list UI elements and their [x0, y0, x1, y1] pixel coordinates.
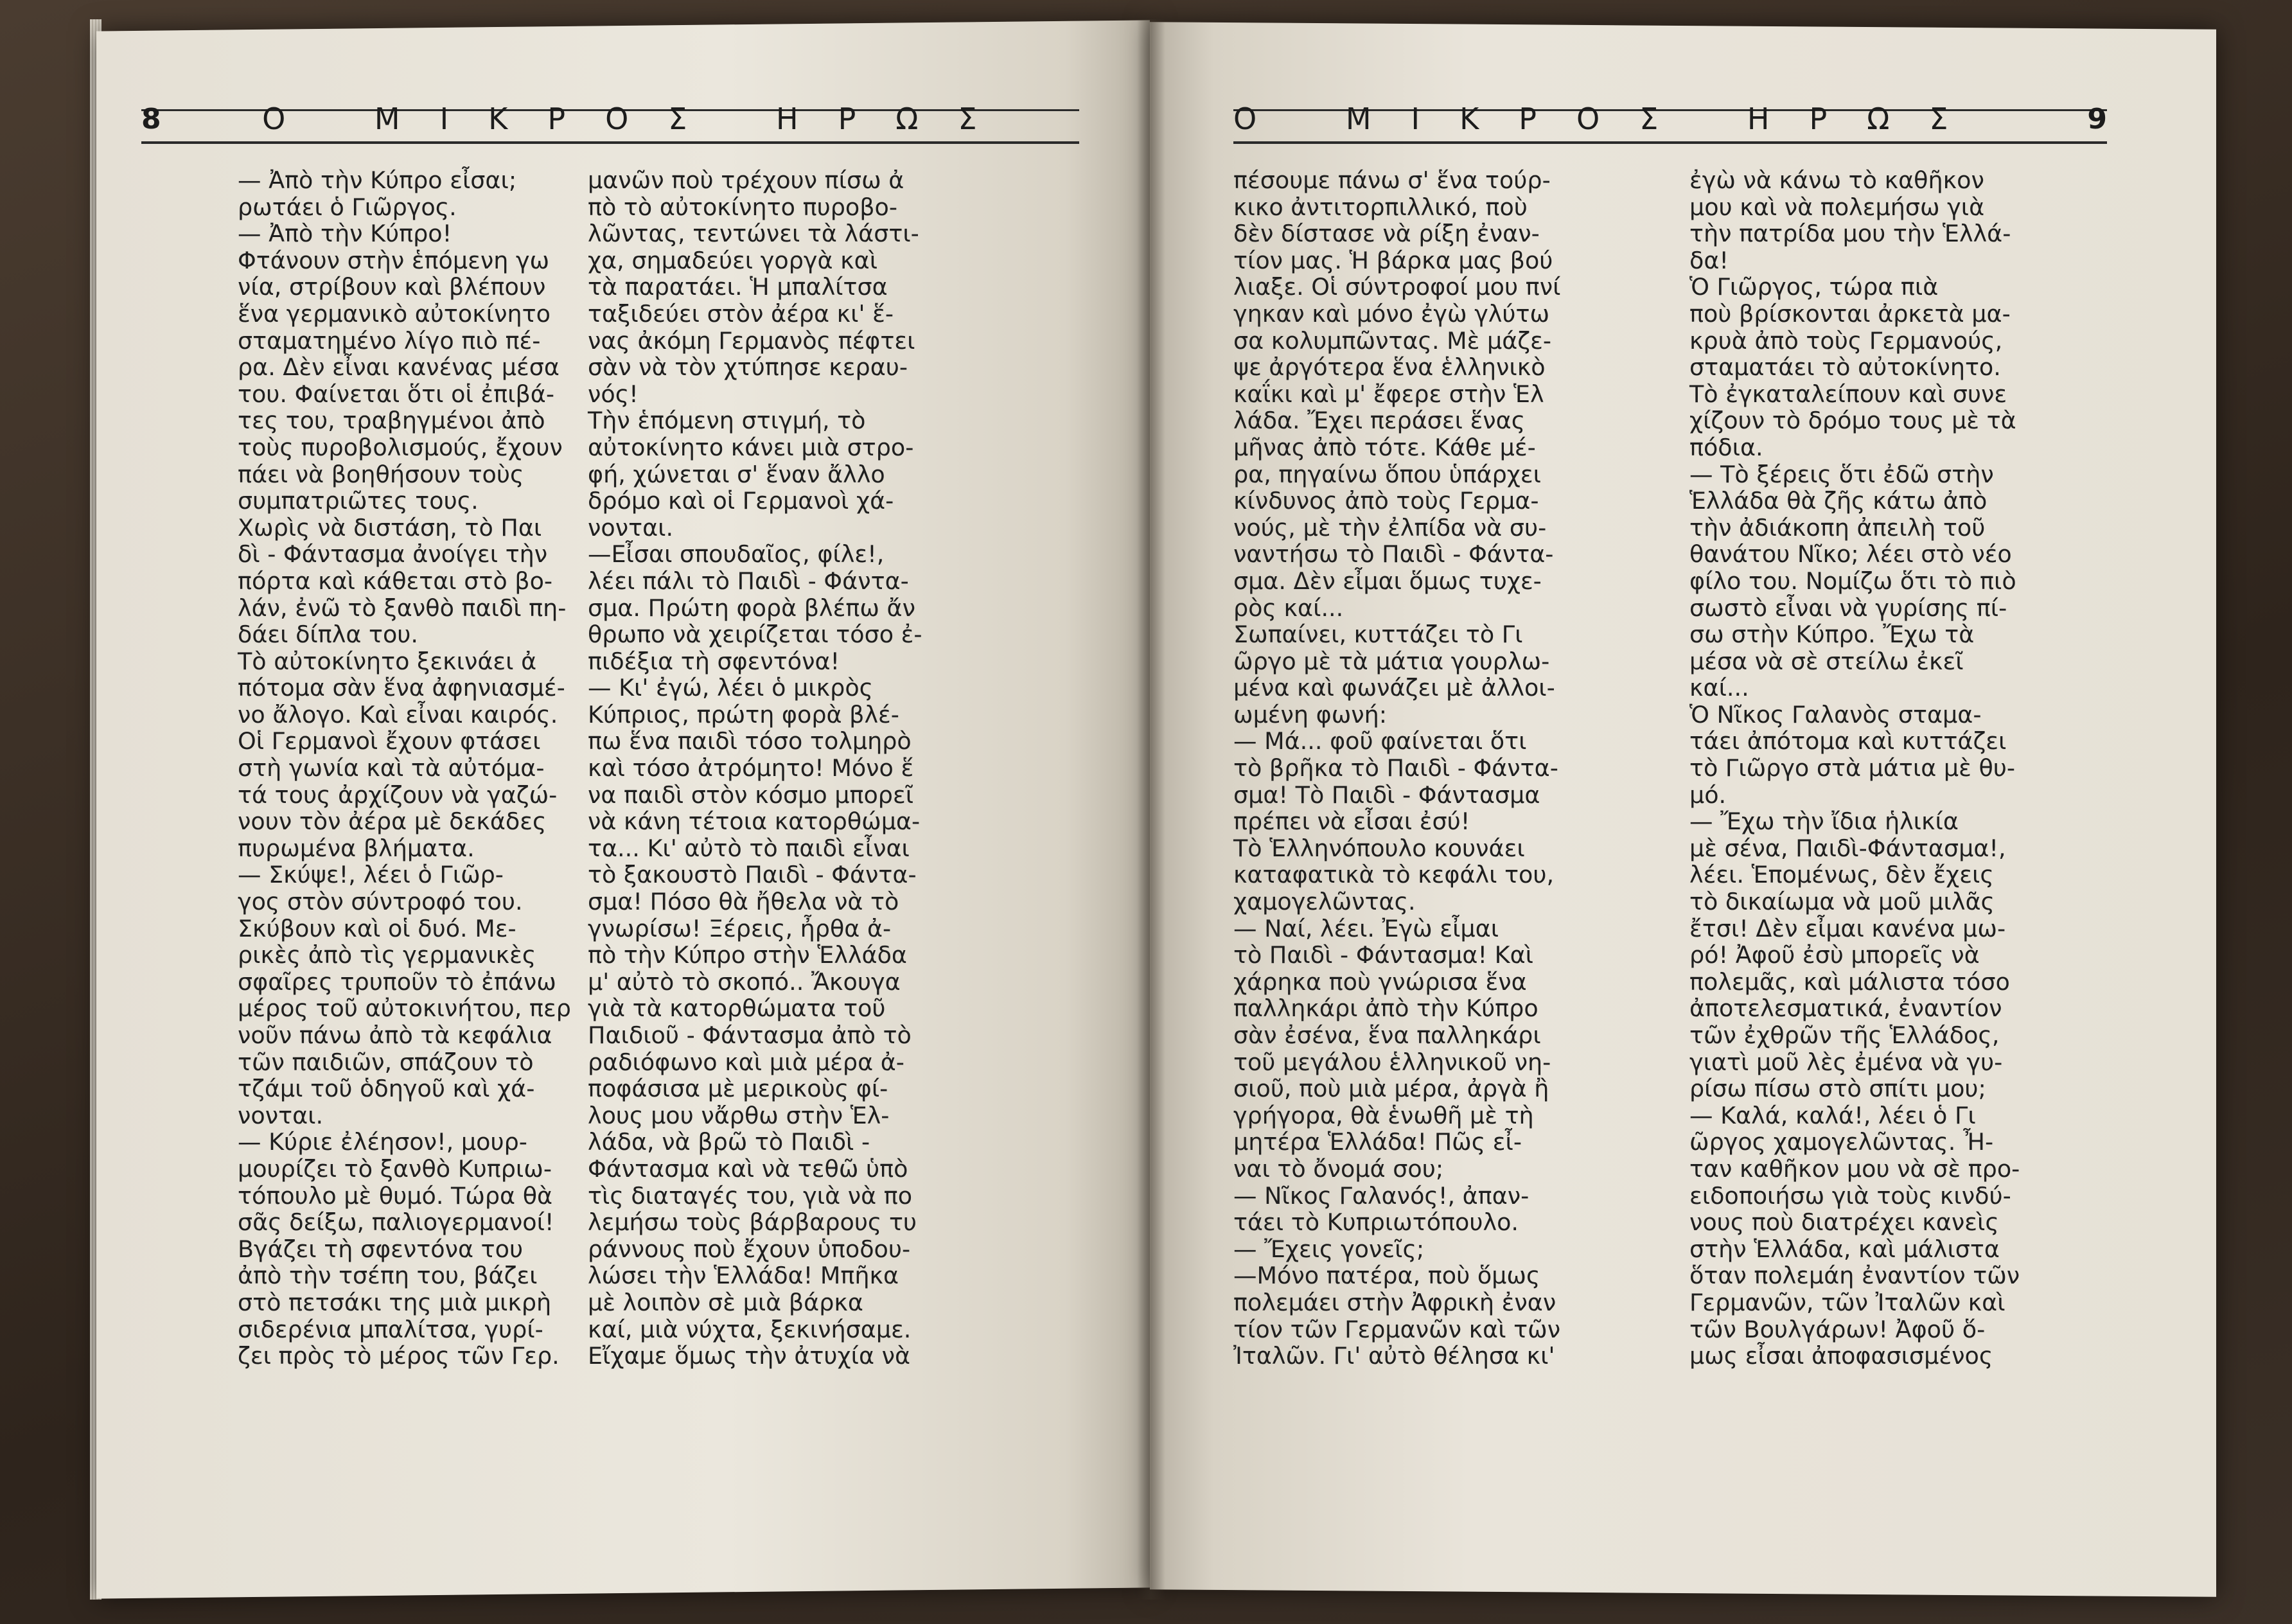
text-line: ἐγὼ νὰ κάνω τὸ καθῆκον [1689, 166, 1984, 194]
text-line: — Μά... φοῦ φαίνεται ὅτι [1233, 727, 1527, 755]
text-line: —Μόνο πατέρα, ποὺ ὅμως [1233, 1262, 1540, 1290]
text-line: τὸ δικαίωμα νὰ μοῦ μιλᾶς [1689, 888, 1995, 916]
text-line: νουν τὸν ἀέρα μὲ δεκάδες [238, 808, 547, 836]
text-line: γιὰ τὰ κατορθώματα τοῦ [588, 994, 886, 1023]
text-line: καΐκι καὶ μ' ἔφερε στὴν Ἑλ [1233, 380, 1544, 408]
right-page-number: 9 [2087, 102, 2107, 136]
text-line: πέσουμε πάνω σ' ἕνα τούρ- [1233, 166, 1551, 194]
text-line: Σωπαίνει, κυττάζει τὸ Γι [1233, 621, 1523, 649]
text-line: ποὺ βρίσκονται ἀρκετὰ μα- [1689, 299, 2011, 328]
text-line: τίον μας. Ἡ βάρκα μας βού [1233, 246, 1553, 274]
text-line: σωστὸ εἶναι νὰ γυρίσης πί- [1689, 594, 2007, 622]
text-line: μένα καὶ φωνάζει μὲ ἀλλοι- [1233, 674, 1555, 702]
text-line: τάει τὸ Κυπριωτόπουλο. [1233, 1208, 1519, 1237]
text-line: γρήγορα, θὰ ἑνωθῆ μὲ τὴ [1233, 1101, 1534, 1129]
text-line: — Ἀπὸ τὴν Κύπρο εἶσαι; [238, 166, 517, 194]
text-line: πότομα σὰν ἕνα ἀφηνιασμέ- [238, 674, 565, 702]
text-line: γνωρίσω! Ξέρεις, ἦρθα ἀ- [588, 914, 892, 942]
text-line: ἔτσι! Δὲν εἶμαι κανένα μω- [1689, 914, 2006, 942]
text-line: ἕνα γερμανικὸ αὐτοκίνητο [238, 299, 551, 328]
text-line: νας ἀκόμη Γερμανὸς πέφτει [588, 326, 915, 355]
text-line: τῶν παιδιῶν, σπάζουν τὸ [238, 1048, 534, 1076]
text-line: νούς, μὲ τὴν ἐλπίδα νὰ συ- [1233, 513, 1547, 542]
text-line: νονται. [588, 513, 674, 542]
text-line: κρυὰ ἀπὸ τοὺς Γερμανούς, [1689, 326, 2003, 355]
text-line: Τὸ ἐγκαταλείπουν καὶ συνε [1689, 380, 2007, 408]
text-line: Χωρὶς νὰ διστάση, τὸ Παι [238, 513, 542, 542]
text-line: Ἑλλάδα θὰ ζῆς κάτω ἀπὸ [1689, 487, 1988, 515]
text-line: Ὁ Νῖκος Γαλανὸς σταμα- [1689, 700, 1982, 728]
right-page-column-2 [1689, 167, 2020, 1370]
left-page-column-2 [588, 167, 922, 1370]
text-line: καὶ τόσο ἀτρόμητο! Μόνο ἕ [588, 754, 914, 782]
text-line: Τὸ Ἑλληνόπουλο κουνάει [1233, 834, 1525, 862]
text-line: θανάτου Νῖκο; λέει στὸ νέο [1689, 540, 2012, 569]
text-line: τὸ Γιῶργο στὰ μάτια μὲ θυ- [1689, 754, 2016, 782]
text-line: μὲ λοιπὸν σὲ μιὰ βάρκα [588, 1288, 863, 1316]
text-line: λους μου νἄρθω στὴν Ἑλ- [588, 1101, 890, 1129]
text-line: ἀποτελεσματικά, ἐναντίον [1689, 994, 2002, 1023]
text-line: τὸ ξακουστὸ Παιδὶ - Φάντα- [588, 861, 917, 889]
text-line: πὸ τὸ αὐτοκίνητο πυροβο- [588, 193, 897, 221]
text-line: Ὁ Γιῶργος, τώρα πιὰ [1689, 273, 1939, 301]
text-line: — Ἔχεις γονεῖς; [1233, 1235, 1425, 1263]
text-line: τὴν πατρίδα μου τὴν Ἑλλά- [1689, 220, 2011, 248]
text-line: —Εἶσαι σπουδαῖος, φίλε!, [588, 540, 885, 569]
text-line: μέσα νὰ σὲ στείλω ἐκεῖ [1689, 647, 1964, 675]
text-line: ναι τὸ ὄνομά σου; [1233, 1154, 1444, 1183]
text-line: λάν, ἐνῶ τὸ ξανθὸ παιδὶ πη- [238, 594, 567, 622]
text-line: σταματημένο λίγο πιὸ πέ- [238, 326, 541, 355]
text-line: Φτάνουν στὴν ἑπόμενη γω [238, 246, 550, 274]
text-line: δὶ - Φάντασμα ἀνοίγει τὴν [238, 540, 548, 569]
text-line: τῶν ἐχθρῶν τῆς Ἑλλάδος, [1689, 1021, 2000, 1049]
book-gutter [1137, 19, 1165, 1600]
text-line: μανῶν ποὺ τρέχουν πίσω ἀ [588, 166, 904, 194]
text-line: μέρος τοῦ αὐτοκινήτου, περ [238, 994, 571, 1023]
left-page-number: 8 [141, 102, 161, 136]
text-line: φή, χώνεται σ' ἕναν ἄλλο [588, 460, 885, 488]
text-line: Γερμανῶν, τῶν Ἰταλῶν καὶ [1689, 1288, 2006, 1316]
text-line: — Ναί, λέει. Ἐγὼ εἶμαι [1233, 914, 1499, 942]
text-line: σταματάει τὸ αὐτοκίνητο. [1689, 353, 2001, 382]
text-line: τάει ἀπότομα καὶ κυττάζει [1689, 727, 2007, 755]
text-line: ἀπὸ τὴν τσέπη του, βάζει [238, 1262, 538, 1290]
text-line: τά τους ἀρχίζουν νὰ γαζώ- [238, 781, 558, 809]
text-line: σμα. Πρώτη φορὰ βλέπω ἄν [588, 594, 915, 622]
text-line: λώσει τὴν Ἑλλάδα! Μπῆκα [588, 1262, 899, 1290]
text-line: πολεμᾶς, καὶ μάλιστα τόσο [1689, 967, 2010, 996]
text-line: μῆνας ἀπὸ τότε. Κάθε μέ- [1233, 433, 1536, 461]
text-line: μουρίζει τὸ ξανθὸ Κυπριω- [238, 1154, 552, 1183]
text-line: Οἱ Γερμανοὶ ἔχουν φτάσει [238, 727, 541, 755]
text-line: λάδα. Ἔχει περάσει ἕνας [1233, 407, 1526, 435]
text-line: ταν καθῆκον μου νὰ σὲ προ- [1689, 1154, 2020, 1183]
text-line: ζει πρὸς τὸ μέρος τῶν Γερ. [238, 1342, 560, 1370]
text-line: τὶς διαταγές του, γιὰ νὰ πο [588, 1181, 913, 1210]
right-page-column-1 [1233, 167, 1560, 1370]
text-line: χάρηκα ποὺ γνώρισα ἕνα [1233, 967, 1527, 996]
text-line: του. Φαίνεται ὅτι οἱ ἐπιβά- [238, 380, 554, 408]
text-line: Τὸ αὐτοκίνητο ξεκινάει ἀ [238, 647, 537, 675]
text-line: τζάμι τοῦ ὁδηγοῦ καὶ χά- [238, 1075, 535, 1103]
text-line: — Νῖκος Γαλανός!, ἀπαν- [1233, 1181, 1529, 1210]
text-line: νία, στρίβουν καὶ βλέπουν [238, 273, 546, 301]
text-line: καί, μιὰ νύχτα, ξεκινήσαμε. [588, 1315, 912, 1343]
text-line: μό. [1689, 781, 1727, 809]
text-line: συμπατριῶτες τους. [238, 487, 479, 515]
text-line: πολεμάει στὴν Ἀφρικὴ ἐναν [1233, 1288, 1556, 1316]
text-line: πυρωμένα βλήματα. [238, 834, 475, 862]
text-line: δα! [1689, 246, 1729, 274]
text-line: Τὴν ἑπόμενη στιγμή, τὸ [588, 407, 866, 435]
text-line: — Κι' ἐγώ, λέει ὁ μικρὸς [588, 674, 874, 702]
text-line: ωμένη φωνή: [1233, 700, 1388, 728]
text-line: στὴν Ἑλλάδα, καὶ μάλιστα [1689, 1235, 2000, 1263]
text-line: γιατὶ μοῦ λὲς ἐμένα νὰ γυ- [1689, 1048, 2003, 1076]
text-line: νὰ κάνη τέτοια κατορθώμα- [588, 808, 921, 836]
text-line: Σκύβουν καὶ οἱ δυό. Με- [238, 914, 516, 942]
text-line: — Σκύψε!, λέει ὁ Γιῶρ- [238, 861, 504, 889]
text-line: ψε ἀργότερα ἕνα ἑλληνικὸ [1233, 353, 1546, 382]
text-line: λεμήσω τοὺς βάρβαρους τυ [588, 1208, 917, 1237]
right-running-title: Ο ΜΙΚΡΟΣ ΗΡΩΣ [1233, 102, 1988, 136]
text-line: σιοῦ, ποὺ μιὰ μέρα, ἀργὰ ἢ [1233, 1075, 1549, 1103]
text-line: ράννους ποὺ ἔχουν ὑποδου- [588, 1235, 911, 1263]
text-line: πόρτα καὶ κάθεται στὸ βο- [238, 567, 553, 595]
text-line: σω στὴν Κύπρο. Ἔχω τὰ [1689, 621, 1975, 649]
text-line: τὸ βρῆκα τὸ Παιδὶ - Φάντα- [1233, 754, 1558, 782]
text-line: Εἴχαμε ὅμως τὴν ἀτυχία νὰ [588, 1342, 911, 1370]
text-line: σα κολυμπῶντας. Μὲ μάζε- [1233, 326, 1552, 355]
text-line: ρὸς καί... [1233, 594, 1344, 622]
text-line: ρό! Ἀφοῦ ἐσὺ μπορεῖς νὰ [1689, 941, 1980, 969]
text-line: φίλο του. Νομίζω ὅτι τὸ πιὸ [1689, 567, 2016, 595]
text-line: πω ἕνα παιδὶ τόσο τολμηρὸ [588, 727, 912, 755]
text-line: Παιδιοῦ - Φάντασμα ἀπὸ τὸ [588, 1021, 912, 1049]
text-line: Βγάζει τὴ σφεντόνα του [238, 1235, 524, 1263]
text-line: λάδα, νὰ βρῶ τὸ Παιδὶ - [588, 1128, 870, 1156]
text-line: λέει. Ἑπομένως, δὲν ἔχεις [1689, 861, 1994, 889]
right-running-header [1233, 96, 2107, 144]
text-line: ραδιόφωνο καὶ μιὰ μέρα ἀ- [588, 1048, 904, 1076]
text-line: κικο ἀντιτορπιλλικό, ποὺ [1233, 193, 1528, 221]
text-line: καί... [1689, 674, 1749, 702]
text-line: σφαῖρες τρυποῦν τὸ ἐπάνω [238, 967, 556, 996]
text-line: δὲν δίστασε νὰ ρίξη ἐναν- [1233, 220, 1540, 248]
text-line: σὰν ἐσένα, ἕνα παλληκάρι [1233, 1021, 1541, 1049]
text-line: πόδια. [1689, 433, 1763, 461]
text-line: δάει δίπλα του. [238, 621, 419, 649]
text-line: ειδοποιήσω γιὰ τοὺς κινδύ- [1689, 1181, 2011, 1210]
text-line: κίνδυνος ἀπὸ τοὺς Γερμα- [1233, 487, 1539, 515]
text-line: στὸ πετσάκι της μιὰ μικρὴ [238, 1288, 552, 1316]
text-line: ρίσω πίσω στὸ σπίτι μου; [1689, 1075, 1986, 1103]
left-page-column-1 [238, 167, 571, 1370]
text-line: αὐτοκίνητο κάνει μιὰ στρο- [588, 433, 914, 461]
left-running-header [141, 96, 1079, 144]
text-line: χαμογελῶντας. [1233, 888, 1416, 916]
text-line: γηκαν καὶ μόνο ἐγὼ γλύτω [1233, 299, 1550, 328]
text-line: νο ἄλογο. Καὶ εἶναι καιρός. [238, 700, 558, 728]
text-line: τίον τῶν Γερμανῶν καὶ τῶν [1233, 1315, 1561, 1343]
text-line: ῶργος χαμογελῶντας. Ἦ- [1689, 1128, 1994, 1156]
text-line: ρα. Δὲν εἶναι κανένας μέσα [238, 353, 560, 382]
text-line: ποφάσισα μὲ μερικοὺς φί- [588, 1075, 888, 1103]
text-line: δρόμο καὶ οἱ Γερμανοὶ χά- [588, 487, 894, 515]
text-line: πὸ τὴν Κύπρο στὴν Ἑλλάδα [588, 941, 907, 969]
text-line: σιδερένια μπαλίτσα, γυρί- [238, 1315, 543, 1343]
text-line: νοῦν πάνω ἀπὸ τὰ κεφάλια [238, 1021, 552, 1049]
text-line: μ' αὐτὸ τὸ σκοπό.. Ἄκουγα [588, 967, 901, 996]
text-line: μητέρα Ἑλλάδα! Πῶς εἶ- [1233, 1128, 1522, 1156]
text-line: πιδέξια τὴ σφεντόνα! [588, 647, 840, 675]
text-line: ὅταν πολεμάη ἐναντίον τῶν [1689, 1262, 2020, 1290]
text-line: τὴν ἀδιάκοπη ἀπειλὴ τοῦ [1689, 513, 1986, 542]
text-line: τες του, τραβηγμένοι ἀπὸ [238, 407, 545, 435]
text-line: ῶργο μὲ τὰ μάτια γουρλω- [1233, 647, 1550, 675]
text-line: καταφατικὰ τὸ κεφάλι του, [1233, 861, 1555, 889]
text-line: χα, σημαδεύει γοργὰ καὶ [588, 246, 878, 274]
text-line: τὰ παρατάει. Ἡ μπαλίτσα [588, 273, 888, 301]
text-line: θρωπο νὰ χειρίζεται τόσο ἐ- [588, 621, 922, 649]
text-line: να παιδὶ στὸν κόσμο μπορεῖ [588, 781, 914, 809]
text-line: μὲ σένα, Παιδὶ-Φάντασμα!, [1689, 834, 2006, 862]
text-line: Ἰταλῶν. Γι' αὐτὸ θέλησα κι' [1233, 1342, 1555, 1370]
text-line: τοὺς πυροβολισμούς, ἔχουν [238, 433, 563, 461]
text-line: χίζουν τὸ δρόμο τους μὲ τὰ [1689, 407, 2016, 435]
text-line: — Ἔχω τὴν ἴδια ἡλικία [1689, 808, 1959, 836]
text-line: ναντήσω τὸ Παιδὶ - Φάντα- [1233, 540, 1554, 569]
text-line: τοῦ μεγάλου ἑλληνικοῦ νη- [1233, 1048, 1551, 1076]
text-line: λῶντας, τεντώνει τὰ λάστι- [588, 220, 919, 248]
text-line: νους ποὺ διατρέχει κανεὶς [1689, 1208, 1999, 1237]
text-line: λιαξε. Οἱ σύντροφοί μου πνί [1233, 273, 1561, 301]
text-line: στὴ γωνία καὶ τὰ αὐτόμα- [238, 754, 545, 782]
text-line: τῶν Βουλγάρων! Ἀφοῦ ὅ- [1689, 1315, 1986, 1343]
text-line: ρα, πηγαίνω ὅπου ὑπάρχει [1233, 460, 1541, 488]
text-line: σμα. Δὲν εἶμαι ὅμως τυχε- [1233, 567, 1542, 595]
text-line: — Καλά, καλά!, λέει ὁ Γι [1689, 1101, 1976, 1129]
text-line: πάει νὰ βοηθήσουν τοὺς [238, 460, 524, 488]
text-line: νονται. [238, 1101, 324, 1129]
text-line: μου καὶ νὰ πολεμήσω γιὰ [1689, 193, 1985, 221]
text-line: — Τὸ ξέρεις ὅτι ἐδῶ στὴν [1689, 460, 1994, 488]
text-line: Κύπριος, πρώτη φορὰ βλέ- [588, 700, 899, 728]
left-running-title: Ο ΜΙΚΡΟΣ ΗΡΩΣ [262, 102, 1017, 136]
text-line: ταξιδεύει στὸν ἀέρα κι' ἕ- [588, 299, 894, 328]
text-line: τόπουλο μὲ θυμό. Τώρα θὰ [238, 1181, 553, 1210]
text-line: ρικὲς ἀπὸ τὶς γερμανικὲς [238, 941, 536, 969]
text-line: — Ἀπὸ τὴν Κύπρο! [238, 220, 452, 248]
text-line: νός! [588, 380, 639, 408]
text-line: σὰν νὰ τὸν χτύπησε κεραυ- [588, 353, 908, 382]
text-line: γος στὸν σύντροφό του. [238, 888, 523, 916]
text-line: τὸ Παιδὶ - Φάντασμα! Καὶ [1233, 941, 1534, 969]
text-line: λέει πάλι τὸ Παιδὶ - Φάντα- [588, 567, 909, 595]
text-line: πρέπει νὰ εἶσαι ἐσύ! [1233, 808, 1470, 836]
text-line: Φάντασμα καὶ νὰ τεθῶ ὑπὸ [588, 1154, 908, 1183]
text-line: ρωτάει ὁ Γιῶργος. [238, 193, 457, 221]
text-line: τα... Κι' αὐτὸ τὸ παιδὶ εἶναι [588, 834, 910, 862]
text-line: σμα! Πόσο θὰ ἤθελα νὰ τὸ [588, 888, 899, 916]
text-line: — Κύριε ἐλέησον!, μουρ- [238, 1128, 527, 1156]
text-line: σᾶς δείξω, παλιογερμανοί! [238, 1208, 554, 1237]
text-line: παλληκάρι ἀπὸ τὴν Κύπρο [1233, 994, 1538, 1023]
text-line: μως εἶσαι ἀποφασισμένος [1689, 1342, 1993, 1370]
text-line: σμα! Τὸ Παιδὶ - Φάντασμα [1233, 781, 1540, 809]
